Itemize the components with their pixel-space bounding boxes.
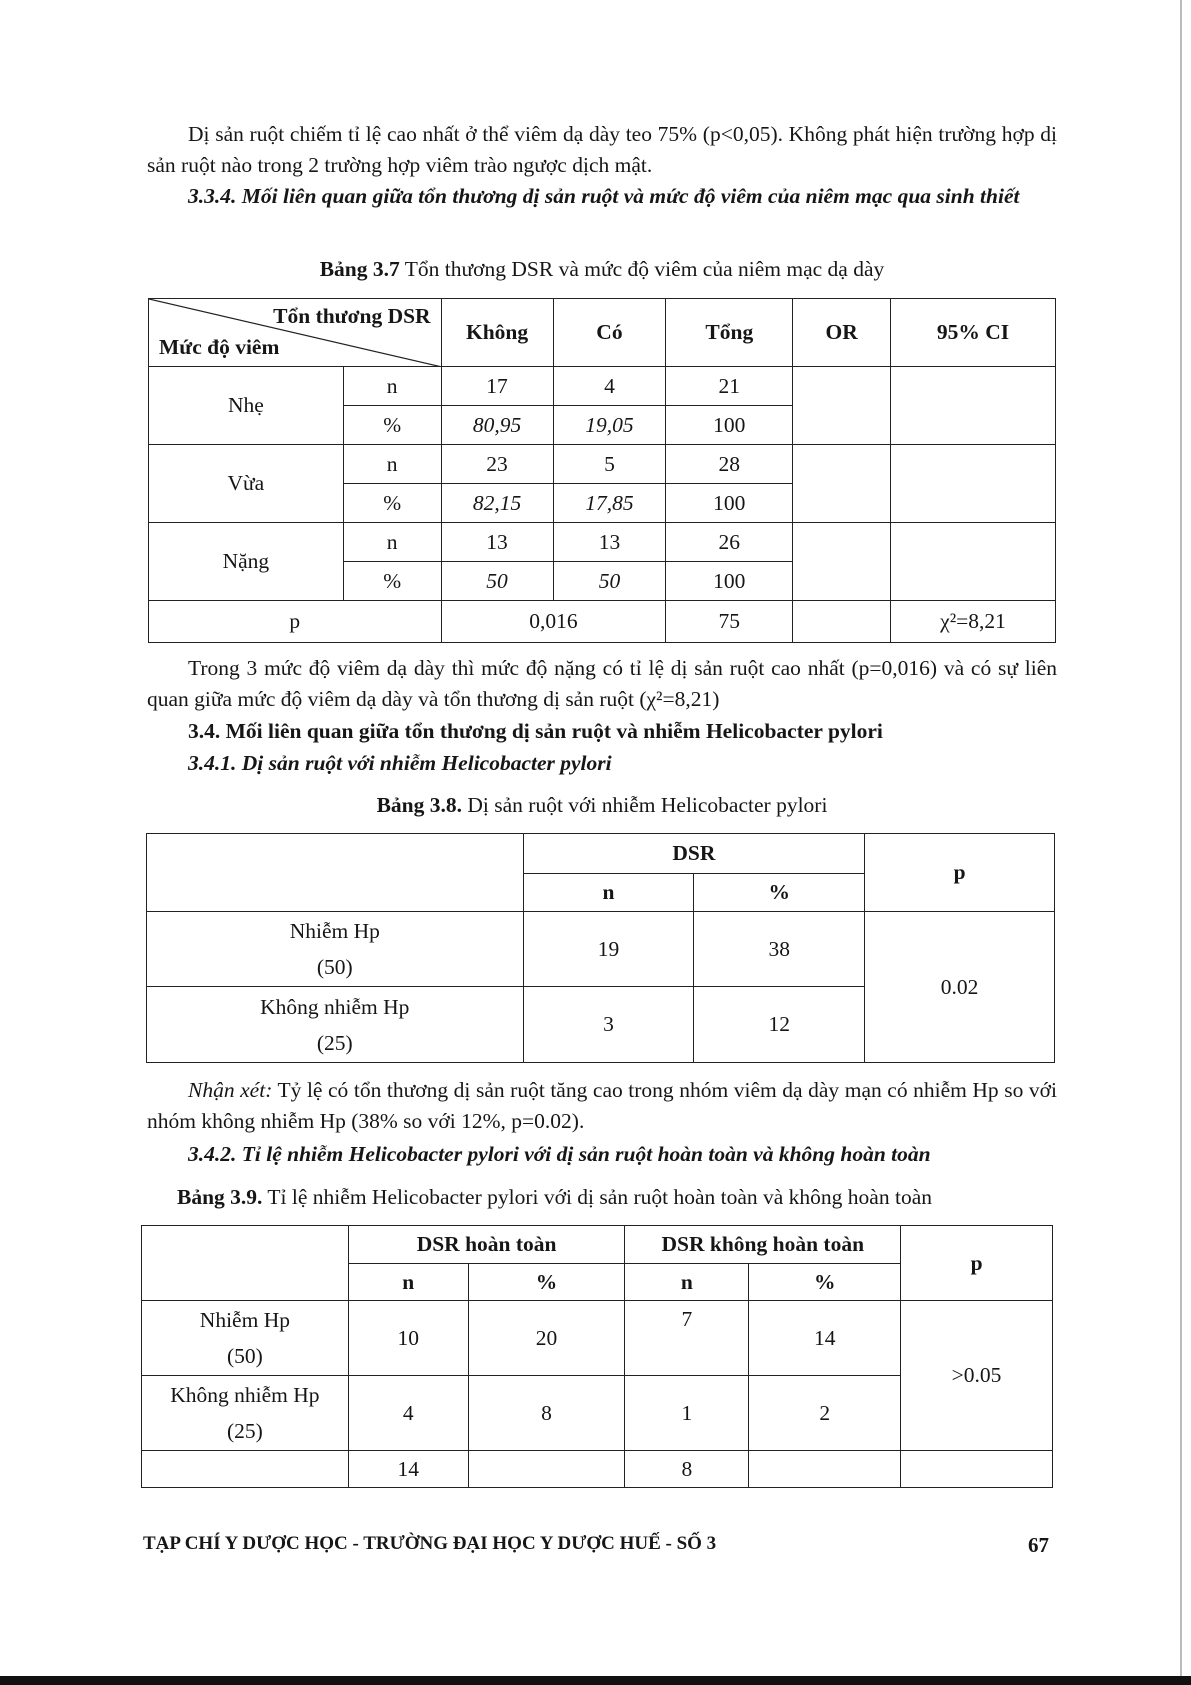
cell: 10 <box>348 1301 468 1376</box>
empty-cell <box>142 1451 349 1488</box>
cell: 80,95 <box>441 406 553 445</box>
chi-value: χ²=8,21 <box>891 601 1056 643</box>
row-label <box>142 1376 349 1451</box>
header-tong: Tổng <box>666 299 793 367</box>
cell: 26 <box>666 523 793 562</box>
heading-3-4: 3.4. Mối liên quan giữa tổn thương dị sản ruột và nhiễm Helicobacter pylori <box>188 719 883 743</box>
cell: 23 <box>441 445 553 484</box>
group-label: Vừa <box>149 445 344 523</box>
heading-3-4-2: 3.4.2. Tỉ lệ nhiễm Helicobacter pylori với dị sản ruột hoàn toàn và không hoàn toàn <box>188 1142 931 1166</box>
table-3-9-caption <box>177 1182 1057 1213</box>
cell: 13 <box>441 523 553 562</box>
paragraph-comment <box>147 1075 1057 1137</box>
header-pct: % <box>468 1264 625 1301</box>
empty-corner <box>147 834 524 912</box>
table-3-8-caption <box>147 790 1057 821</box>
empty-cell <box>901 1451 1053 1488</box>
group-label: Nặng <box>149 523 344 601</box>
n-label: n <box>343 445 441 484</box>
comment-text: Tỷ lệ có tổn thương dị sản ruột tăng cao trong nhóm viêm dạ dày mạn có nhiễm Hp so với nhóm không nhiễm Hp (38% so với 12%, p=0.02). <box>147 1078 1057 1133</box>
row-label-sub: (50) <box>316 955 353 979</box>
scan-edge <box>1180 0 1182 1685</box>
cell: 8 <box>468 1376 625 1451</box>
cell: 13 <box>553 523 666 562</box>
n-label: n <box>343 367 441 406</box>
or-empty <box>793 601 891 643</box>
caption-text: Dị sản ruột với nhiễm Helicobacter pylori <box>462 793 828 817</box>
header-p: p <box>865 834 1055 912</box>
or-cell <box>793 445 891 523</box>
pct-label: % <box>343 484 441 523</box>
caption-text: Tỉ lệ nhiễm Helicobacter pylori với dị sản ruột hoàn toàn và không hoàn toàn <box>262 1185 932 1209</box>
caption-text: Tổn thương DSR và mức độ viêm của niêm mạc dạ dày <box>399 257 885 281</box>
paragraph-intro: Dị sản ruột chiếm tỉ lệ cao nhất ở thể viêm dạ dày teo 75% (p<0,05). Không phát hiện trường hợp dị sản ruột nào trong 2 trường hợp viêm trào ngược dịch mật. <box>147 122 1057 177</box>
cell: 82,15 <box>441 484 553 523</box>
cell: 100 <box>666 406 793 445</box>
pct-label: % <box>343 406 441 445</box>
cell: 4 <box>348 1376 468 1451</box>
corner-bottom-label: Mức độ viêm <box>159 335 280 359</box>
ci-cell <box>891 445 1056 523</box>
empty-cell <box>468 1451 625 1488</box>
empty-corner <box>142 1226 349 1301</box>
cell: 3 <box>523 987 694 1063</box>
row-label <box>147 912 524 987</box>
header-or: OR <box>793 299 891 367</box>
p-value: >0.05 <box>901 1301 1053 1451</box>
group-label: Nhẹ <box>149 367 344 445</box>
row-label <box>147 987 524 1063</box>
row-label-main: Nhiễm Hp <box>289 919 380 943</box>
cell: 20 <box>468 1301 625 1376</box>
header-pct: % <box>694 874 865 912</box>
p-value: 0,016 <box>441 601 666 643</box>
p-value: 0.02 <box>865 912 1055 1063</box>
cell: 50 <box>553 562 666 601</box>
cell: 19 <box>523 912 694 987</box>
cell: 17 <box>441 367 553 406</box>
cell: 1 <box>625 1376 749 1451</box>
corner-top-label: Tổn thương DSR <box>273 304 431 328</box>
header-n: n <box>523 874 694 912</box>
table-3-7-caption <box>147 254 1057 285</box>
cell: 4 <box>553 367 666 406</box>
header-khong: Không <box>441 299 553 367</box>
cell: 2 <box>749 1376 901 1451</box>
header-co: Có <box>553 299 666 367</box>
cell: 50 <box>441 562 553 601</box>
table-3-7 <box>148 298 1056 643</box>
row-label <box>142 1301 349 1376</box>
header-n: n <box>625 1264 749 1301</box>
or-cell <box>793 367 891 445</box>
total-cell: 8 <box>625 1451 749 1488</box>
heading-3-3-4: 3.3.4. Mối liên quan giữa tổn thương dị sản ruột và mức độ viêm của niêm mạc qua sinh thiết <box>188 184 1020 208</box>
header-dsr-full: DSR hoàn toàn <box>348 1226 625 1264</box>
table-3-8 <box>146 833 1055 1063</box>
journal-footer: TẠP CHÍ Y DƯỢC HỌC - TRƯỜNG ĐẠI HỌC Y DƯỢC HUẾ - SỐ 3 <box>143 1533 717 1554</box>
row-label-sub: (25) <box>316 1030 353 1055</box>
cell: 12 <box>694 987 865 1063</box>
cell: 28 <box>666 445 793 484</box>
heading-3-4-1: 3.4.1. Dị sản ruột với nhiễm Helicobacter pylori <box>188 751 612 775</box>
cell: 19,05 <box>553 406 666 445</box>
ci-cell <box>891 523 1056 601</box>
row-label-sub: (25) <box>226 1419 263 1443</box>
row-label-main: Không nhiễm Hp <box>260 994 410 1019</box>
cell: 38 <box>694 912 865 987</box>
total-value: 75 <box>666 601 793 643</box>
header-p: p <box>901 1226 1053 1301</box>
cell: 21 <box>666 367 793 406</box>
row-label-main: Nhiễm Hp <box>199 1308 290 1332</box>
total-cell: 14 <box>348 1451 468 1488</box>
cell: 14 <box>749 1301 901 1376</box>
ci-cell <box>891 367 1056 445</box>
cell: 5 <box>553 445 666 484</box>
pct-label: % <box>343 562 441 601</box>
cell: 7 <box>625 1301 749 1376</box>
row-label-main: Không nhiễm Hp <box>170 1383 320 1407</box>
n-label: n <box>343 523 441 562</box>
page-number: 67 <box>1028 1533 1049 1557</box>
or-cell <box>793 523 891 601</box>
cell: 17,85 <box>553 484 666 523</box>
scan-edge-bottom <box>0 1676 1191 1685</box>
caption-label: Bảng 3.8. <box>376 793 462 817</box>
header-dsr-incomplete: DSR không hoàn toàn <box>625 1226 901 1264</box>
empty-cell <box>749 1451 901 1488</box>
table-3-9 <box>141 1225 1053 1488</box>
header-ci: 95% CI <box>891 299 1056 367</box>
corner-header <box>149 299 442 367</box>
header-pct: % <box>749 1264 901 1301</box>
header-dsr: DSR <box>523 834 865 874</box>
p-label: p <box>149 601 442 643</box>
caption-label: Bảng 3.7 <box>319 257 400 281</box>
cell: 100 <box>666 484 793 523</box>
comment-label: Nhận xét: <box>188 1078 273 1102</box>
caption-label: Bảng 3.9. <box>177 1185 263 1209</box>
paragraph-severity: Trong 3 mức độ viêm dạ dày thì mức độ nặng có tỉ lệ dị sản ruột cao nhất (p=0,016) và có sự liên quan giữa mức độ viêm dạ dày và tổn thương dị sản ruột (χ²=8,21) <box>147 656 1057 711</box>
header-n: n <box>348 1264 468 1301</box>
cell: 100 <box>666 562 793 601</box>
row-label-sub: (50) <box>226 1344 263 1368</box>
